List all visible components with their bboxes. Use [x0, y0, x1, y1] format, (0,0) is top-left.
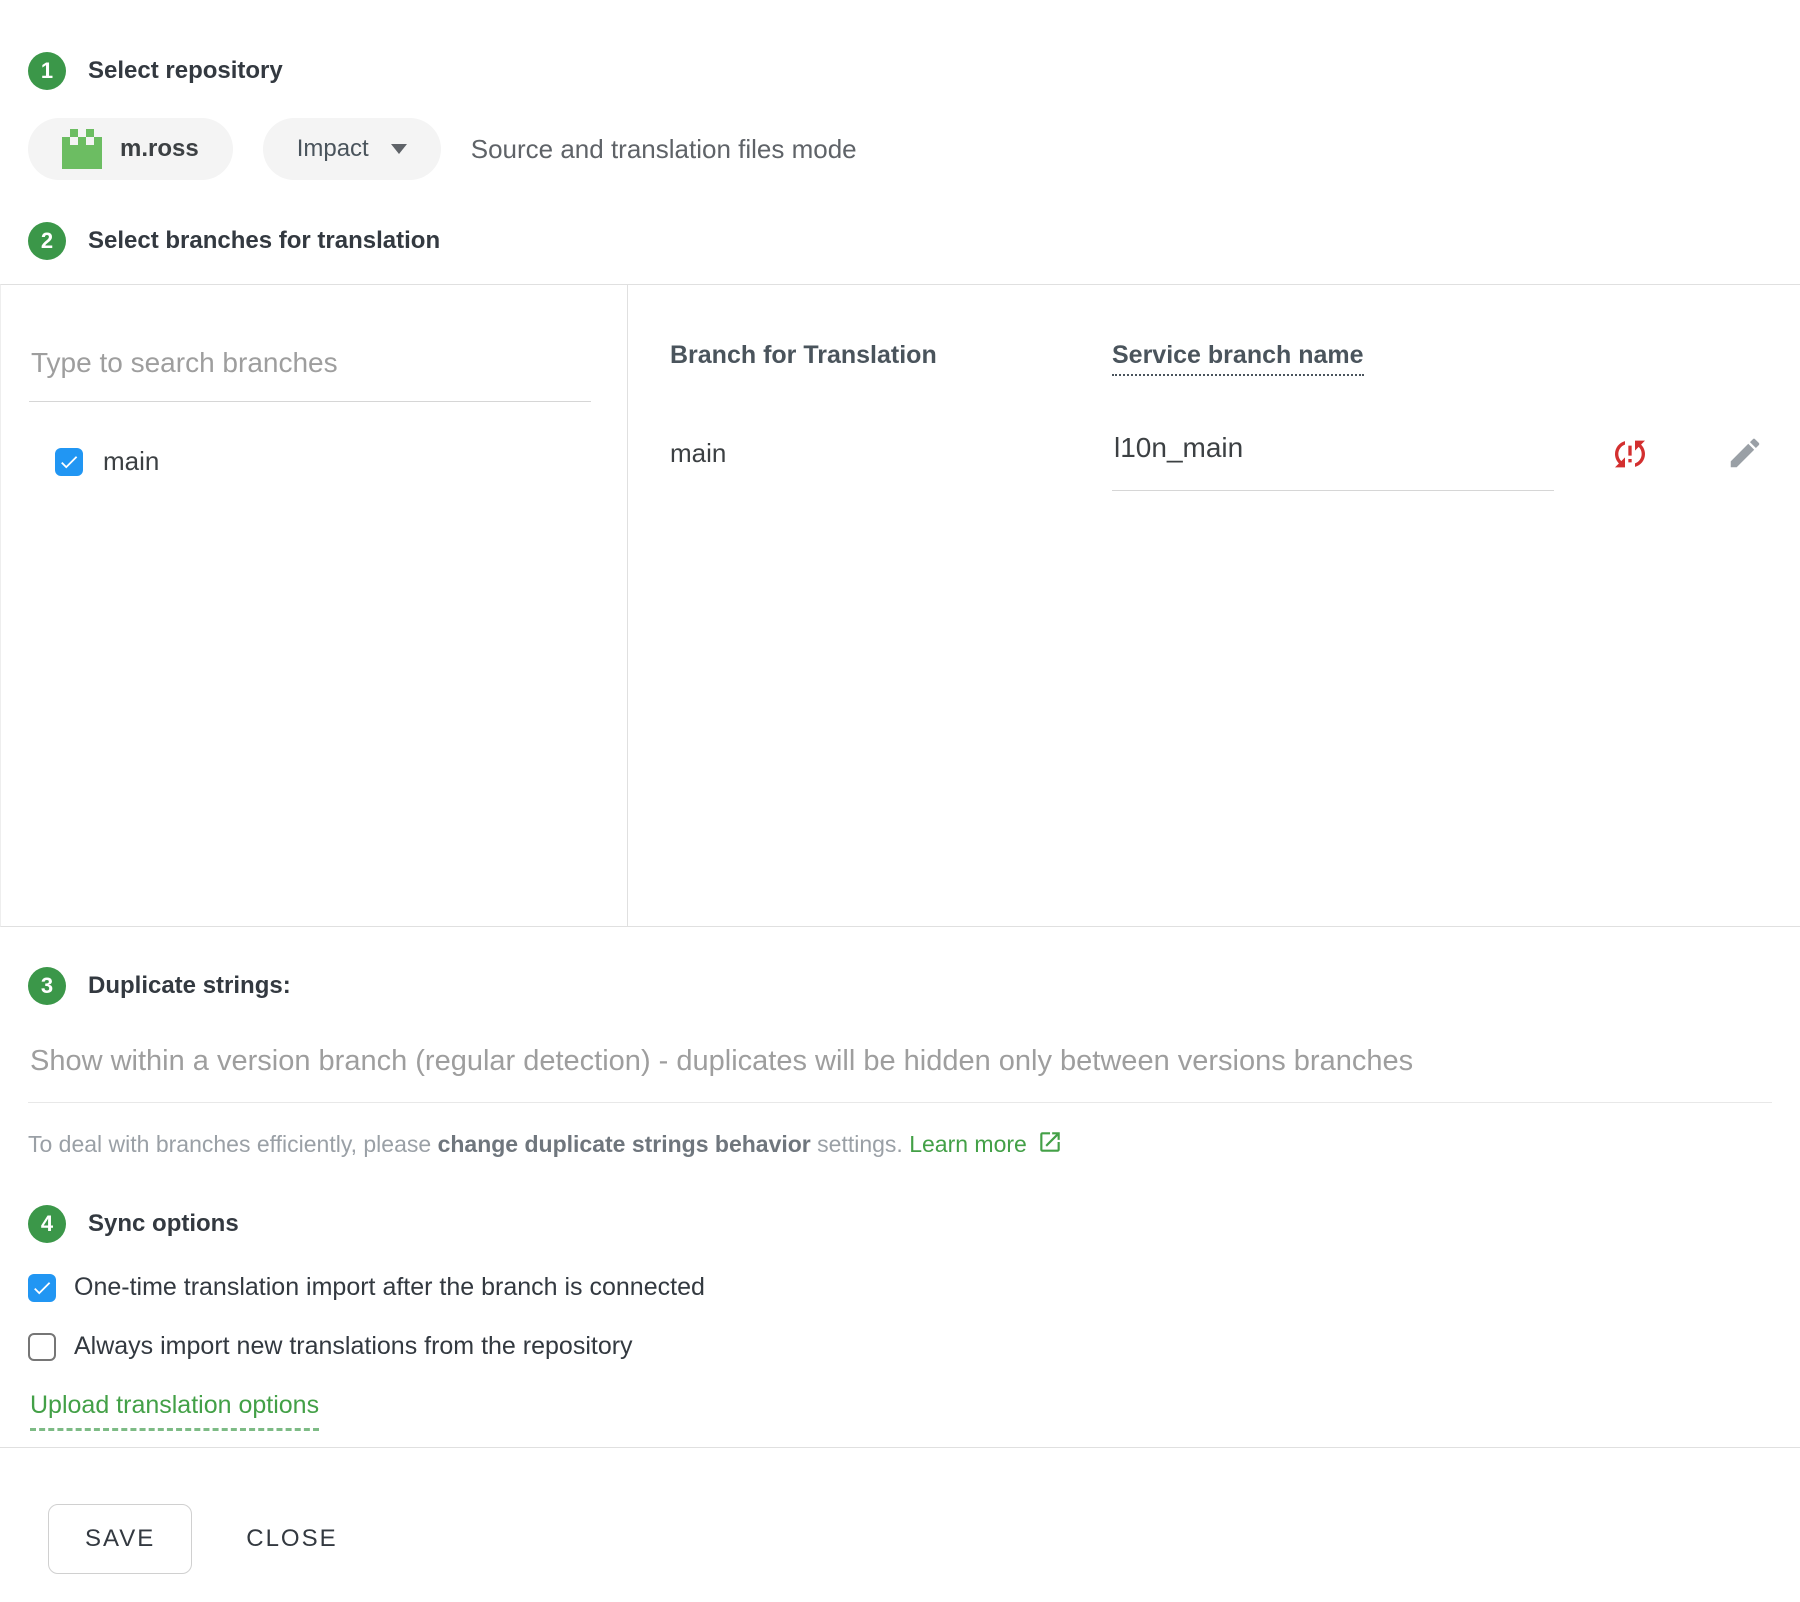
step4-number-badge: 4: [28, 1205, 66, 1243]
files-mode-label: Source and translation files mode: [470, 133, 857, 164]
column-header-service-branch-name: Service branch name: [1112, 341, 1364, 376]
checkmark-icon: [31, 1277, 53, 1299]
sync-option-one-time-import[interactable]: [28, 1273, 1772, 1302]
branch-list-item[interactable]: [29, 446, 587, 477]
step3-title: Duplicate strings:: [88, 972, 291, 999]
step3-number-badge: 3: [28, 967, 66, 1005]
always-import-label[interactable]: Always import new translations from the repository: [74, 1332, 633, 1360]
duplicate-strings-selected-option: Show within a version branch (regular detection) - duplicates will be hidden only between versions branches: [30, 1045, 1414, 1077]
section-duplicate-strings: [0, 927, 1800, 1161]
branch-search-input[interactable]: [29, 341, 591, 402]
repository-branch-dropdown-label: Impact: [296, 135, 369, 162]
repository-chip[interactable]: [28, 118, 233, 180]
step1-header: [28, 52, 1772, 90]
edit-icon[interactable]: [1726, 434, 1764, 477]
sync-problem-icon[interactable]: [1610, 434, 1650, 479]
section-select-repository: [0, 0, 1800, 180]
column-header-branch-for-translation: Branch for Translation: [670, 341, 937, 369]
duplicate-strings-select[interactable]: [28, 1045, 1772, 1103]
section-sync-options: [0, 1161, 1800, 1431]
note-suffix: settings.: [810, 1131, 910, 1157]
step1-number-badge: 1: [28, 52, 66, 90]
step2-number-badge: 2: [28, 222, 66, 260]
one-time-import-checkbox[interactable]: [28, 1274, 56, 1302]
save-button[interactable]: SAVE: [48, 1504, 192, 1574]
branches-panel: [0, 284, 1800, 927]
repository-branch-dropdown[interactable]: [263, 118, 441, 180]
repository-name: m.ross: [120, 135, 199, 162]
external-link-icon: [1037, 1129, 1063, 1161]
step2-header: [28, 222, 1772, 260]
branch-cell-main: main: [670, 438, 727, 468]
branch-main-label[interactable]: main: [103, 446, 160, 476]
step4-header: [28, 1205, 1772, 1243]
sync-option-always-import[interactable]: [28, 1332, 1772, 1361]
branches-search-column: [1, 285, 628, 926]
note-prefix: To deal with branches efficiently, please: [28, 1131, 438, 1157]
always-import-checkbox[interactable]: [28, 1333, 56, 1361]
branch-translation-column: [628, 285, 1800, 926]
branch-table-header: [670, 341, 1800, 376]
service-branch-name-input[interactable]: [1112, 432, 1554, 491]
dialog-footer: [0, 1447, 1800, 1574]
step4-title: Sync options: [88, 1210, 239, 1237]
step1-title: Select repository: [88, 57, 283, 84]
step3-header: [28, 967, 1772, 1005]
chevron-down-icon: [391, 144, 407, 154]
close-button[interactable]: CLOSE: [236, 1505, 347, 1573]
one-time-import-label[interactable]: One-time translation import after the branch is connected: [74, 1273, 705, 1301]
branch-main-checkbox[interactable]: [55, 448, 83, 476]
duplicate-strings-note: [28, 1129, 1772, 1161]
branch-table-row: [670, 432, 1800, 491]
upload-translation-options-link[interactable]: Upload translation options: [30, 1391, 319, 1431]
note-bold: change duplicate strings behavior: [437, 1131, 811, 1157]
repository-row: [28, 118, 1772, 180]
learn-more-link[interactable]: Learn more: [909, 1131, 1027, 1157]
section-select-branches-header: [0, 180, 1800, 260]
repository-identicon-icon: [62, 129, 102, 169]
checkmark-icon: [58, 451, 80, 473]
step2-title: Select branches for translation: [88, 227, 441, 254]
